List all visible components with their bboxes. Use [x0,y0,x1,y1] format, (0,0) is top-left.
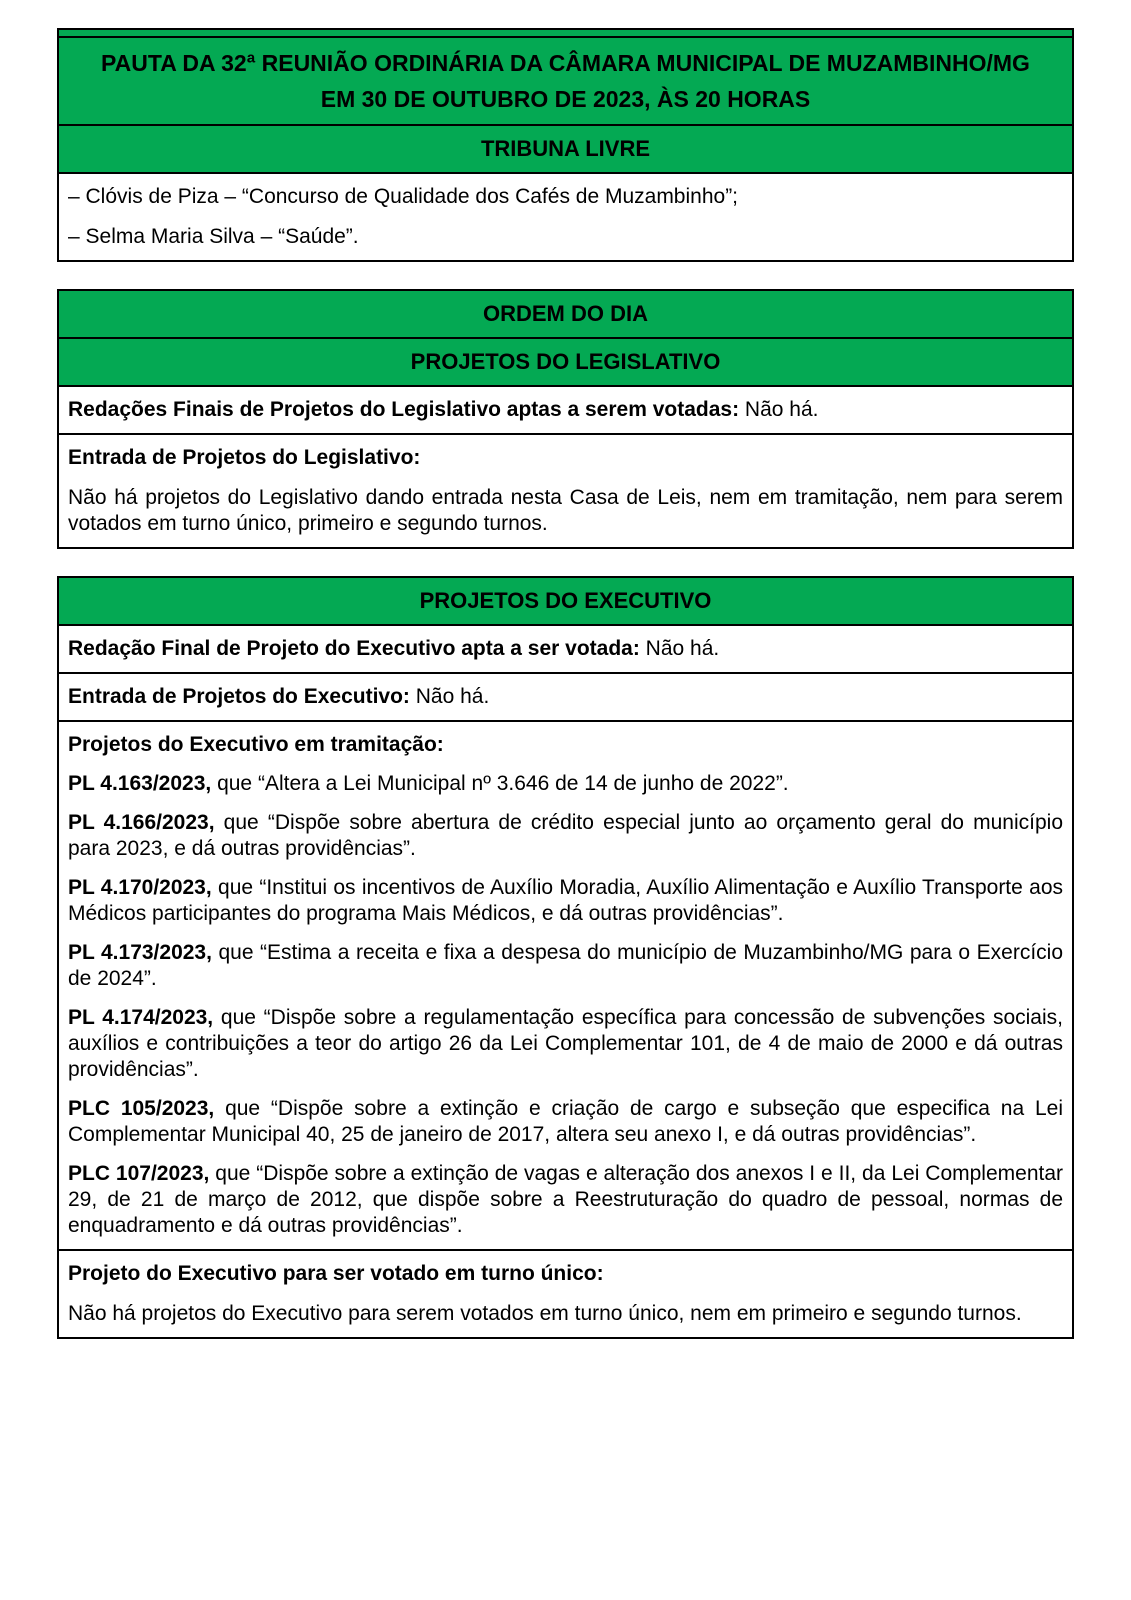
projeto-ementa: que “Estima a receita e fixa a despesa do município de Muzambinho/MG para o Exercício de 2024”. [68,941,1063,990]
turno-unico-body: Não há projetos do Executivo para serem votados em turno único, nem em primeiro e segundo turnos. [68,1302,1022,1325]
redacoes-finais-row [59,385,1072,433]
projeto-ementa: que “Dispõe sobre a extinção de vagas e alteração dos anexos I e II, da Lei Complementar 29, de 21 de março de 2012, que dispõe sobre a Reestruturação do quadro de pessoal, normas de enquadramento e dá outras providências”. [68,1162,1064,1237]
redacoes-finais-text [68,397,1063,423]
tribuna-item-2: – Selma Maria Silva – “Saúde”. [68,225,359,248]
projeto-item-plc-105 [68,1096,1063,1148]
tribuna-item-1: – Clóvis de Piza – “Concurso de Qualidade dos Cafés de Muzambinho”; [68,185,739,208]
projeto-item-plc-107 [68,1161,1063,1239]
projeto-item-pl-4166 [68,810,1063,862]
entrada-executivo-value: Não há. [409,685,490,708]
tribuna-livre-content [59,172,1072,260]
entrada-legislativo-heading: Entrada de Projetos do Legislativo: [68,446,421,469]
projeto-ementa: que “Institui os incentivos de Auxílio Moradia, Auxílio Alimentação e Auxílio Transporte aos Médicos participantes do programa Mais Médicos, e dá outras providências”. [68,876,1063,925]
tribuna-livre-header: TRIBUNA LIVRE [59,124,1072,172]
ordem-do-dia-section [57,289,1074,549]
entrada-legislativo-body: Não há projetos do Legislativo dando entrada nesta Casa de Leis, nem em tramitação, nem para serem votados em turno único, primeiro e segundo turnos. [68,486,1063,535]
projeto-ref: PL 4.163/2023, [68,772,212,795]
projeto-item-pl-4174 [68,1005,1063,1083]
entrada-executivo-row [59,672,1072,720]
entrada-legislativo-row [59,433,1072,547]
projeto-ementa: que “Dispõe sobre abertura de crédito especial junto ao orçamento geral do município para 2023, e dá outras providências”. [68,811,1063,860]
redacao-final-executivo-row [59,624,1072,672]
tramitacao-row [59,720,1072,1249]
projeto-ref: PLC 107/2023, [68,1162,210,1185]
projeto-ref: PL 4.173/2023, [68,941,212,964]
entrada-executivo-text [68,684,1063,710]
projetos-executivo-section [57,576,1074,1339]
tramitacao-heading: Projetos do Executivo em tramitação: [68,733,444,756]
projeto-ref: PLC 105/2023, [68,1097,215,1120]
projetos-executivo-header: PROJETOS DO EXECUTIVO [59,578,1072,624]
tribuna-livre-section [57,28,1074,262]
turno-unico-heading: Projeto do Executivo para ser votado em turno único: [68,1262,604,1285]
projeto-item-pl-4170 [68,875,1063,927]
projeto-item-pl-4173 [68,940,1063,992]
ordem-do-dia-header: ORDEM DO DIA [59,291,1072,337]
projetos-legislativo-header: PROJETOS DO LEGISLATIVO [59,337,1072,385]
turno-unico-row [59,1249,1072,1337]
redacao-final-executivo-label: Redação Final de Projeto do Executivo apta a ser votada: [68,637,640,660]
agenda-document [57,28,1074,1366]
projeto-ementa: que “Dispõe sobre a extinção e criação de cargo e subseção que especifica na Lei Complementar Municipal 40, 25 de janeiro de 2017, altera seu anexo I, e dá outras providências”. [68,1097,1063,1146]
agenda-title [59,36,1072,124]
agenda-title-line2: EM 30 DE OUTUBRO DE 2023, ÀS 20 HORAS [320,86,811,112]
projeto-ementa: que “Altera a Lei Municipal nº 3.646 de 14 de junho de 2022”. [211,772,789,795]
projeto-item-pl-4163 [68,771,1063,797]
projeto-ementa: que “Dispõe sobre a regulamentação específica para concessão de subvenções sociais, auxílios e contribuições a teor do artigo 26 da Lei Complementar 101, de 4 de maio de 2000 e dá outras providências”. [68,1006,1063,1081]
redacao-final-executivo-text [68,636,1063,662]
agenda-title-line1: PAUTA DA 32ª REUNIÃO ORDINÁRIA DA CÂMARA MUNICIPAL DE MUZAMBINHO/MG [101,50,1030,76]
redacao-final-executivo-value: Não há. [639,637,720,660]
redacoes-finais-value: Não há. [739,398,819,421]
projeto-ref: PL 4.170/2023, [68,876,212,899]
redacoes-finais-label: Redações Finais de Projetos do Legislativo aptas a serem votadas: [68,398,740,421]
projeto-ref: PL 4.166/2023, [68,811,215,834]
projeto-ref: PL 4.174/2023, [68,1006,214,1029]
entrada-executivo-label: Entrada de Projetos do Executivo: [68,685,410,708]
